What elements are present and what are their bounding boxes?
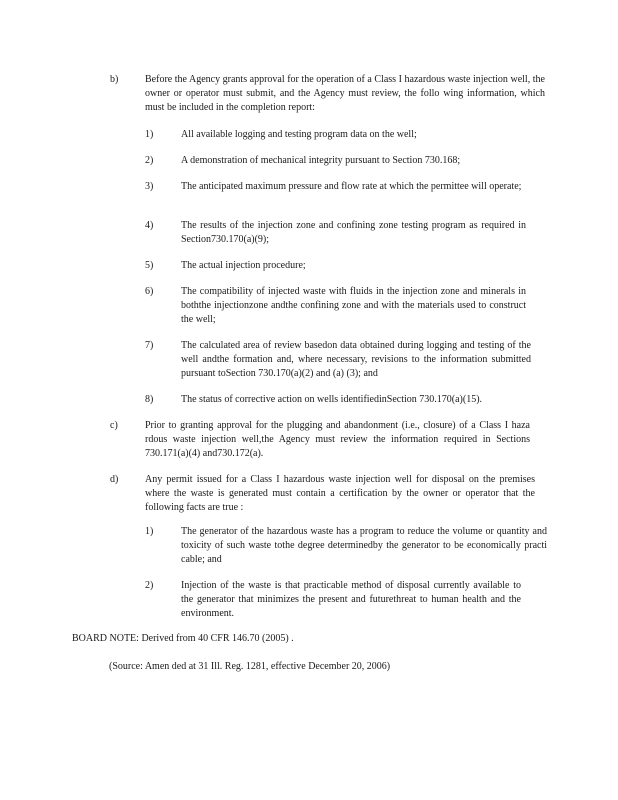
item-text: The compatibility of injected waste with fluids in the injection zone and minerals in boththe injectionzone andthe confining zone and with the materials used to construct the well; (181, 286, 526, 325)
item-text: Any permit issued for a Class I hazardous waste injection well for disposal on the premises where the waste is generated must contain a certification by the owner or operator that the following facts are true : (145, 474, 535, 513)
item-label: d) (110, 474, 119, 485)
item-text: Injection of the waste is that practicable method of disposal currently available to the generator that minimizes the present and futurethreat to human health and the environment. (181, 580, 521, 619)
item-label: b) (110, 74, 119, 85)
item-label: 4) (145, 220, 154, 231)
item-label: 3) (145, 181, 154, 192)
item-label: 1) (145, 129, 154, 140)
item-text: Before the Agency grants approval for the operation of a Class I hazardous waste injection well, the owner or operator must submit, and the Agency must review, the follo wing information, which must be included in the completion report: (145, 74, 545, 113)
item-label: c) (110, 420, 118, 431)
item-label: 7) (145, 340, 154, 351)
source-note: (Source: Amen ded at 31 Ill. Reg. 1281, effective December 20, 2006) (109, 661, 391, 672)
item-text: The calculated area of review basedon data obtained during logging and testing of the well andthe formation and, where necessary, revisions to the information submitted pursuant toSection 730.170(a)(2) and (a) (3); and (181, 340, 531, 379)
item-label: 6) (145, 286, 154, 297)
board-note: BOARD NOTE: Derived from 40 CFR 146.70 (2005) . (72, 633, 294, 644)
item-label: 5) (145, 260, 154, 271)
item-text: The generator of the hazardous waste has a program to reduce the volume or quantity and toxicity of such waste tothe degree determinedby the generator to be economically practi cable; and (181, 526, 547, 565)
item-text: The actual injection procedure; (181, 260, 306, 271)
item-label: 8) (145, 394, 154, 405)
item-label: 2) (145, 155, 154, 166)
item-text: The results of the injection zone and confining zone testing program as required in Section730.170(a)(9); (181, 220, 526, 245)
item-text: The anticipated maximum pressure and flow rate at which the permittee will operate; (181, 181, 522, 192)
item-text: Prior to granting approval for the plugging and abandonment (i.e., closure) of a Class I haza rdous waste injection well,the Agency must review the information required in Sections 730.171(a)(4) and730.172(a). (145, 420, 530, 459)
item-label: 1) (145, 526, 154, 537)
item-text: A demonstration of mechanical integrity pursuant to Section 730.168; (181, 155, 461, 166)
item-text: The status of corrective action on wells identifiedinSection 730.170(a)(15). (181, 394, 483, 405)
item-text: All available logging and testing program data on the well; (181, 129, 417, 140)
item-label: 2) (145, 580, 154, 591)
